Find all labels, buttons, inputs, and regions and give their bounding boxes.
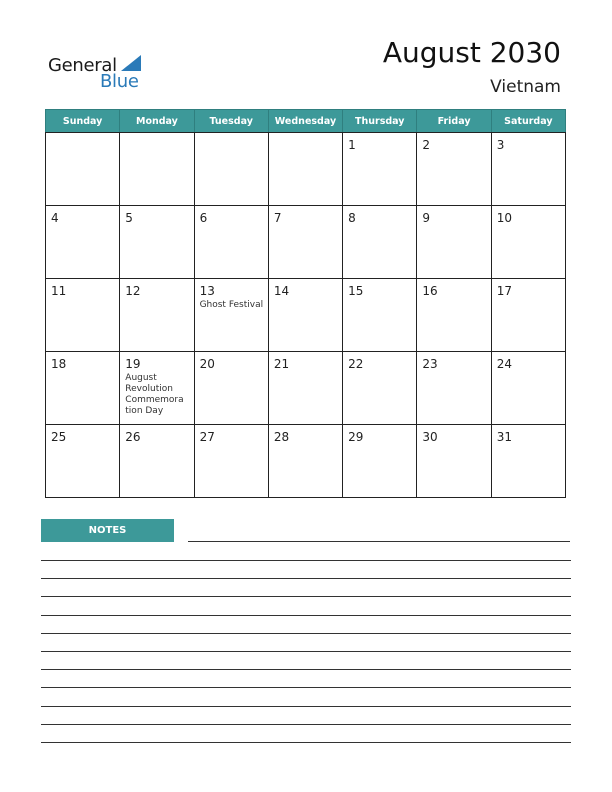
day-number: 23 <box>422 357 438 371</box>
day-number: 20 <box>199 357 215 371</box>
day-number: 9 <box>422 211 431 225</box>
holiday-event: Ghost Festival <box>199 300 264 310</box>
day-cell <box>194 133 268 206</box>
day-cell <box>46 133 120 206</box>
week-row <box>46 206 566 279</box>
day-number: 14 <box>273 284 290 298</box>
day-number: 24 <box>496 357 512 371</box>
holiday-event: August Revolution Commemora tion Day <box>125 373 184 416</box>
notes-line <box>41 669 571 670</box>
day-number: 22 <box>348 357 364 371</box>
weekday-thursday: Thursday <box>343 110 417 133</box>
notes-line <box>41 596 571 597</box>
notes-line <box>41 633 571 634</box>
day-number: 3 <box>496 138 505 152</box>
day-cell <box>417 133 491 206</box>
day-number: 18 <box>51 357 67 371</box>
day-number: 31 <box>496 430 512 444</box>
day-number: 8 <box>348 211 356 225</box>
country-name: Vietnam <box>490 77 561 97</box>
day-cell <box>343 352 417 425</box>
notes-line <box>41 706 571 707</box>
notes-line <box>41 742 571 743</box>
day-number: 16 <box>422 284 438 298</box>
day-cell <box>120 206 194 279</box>
day-cell <box>194 425 268 498</box>
day-cell <box>46 352 120 425</box>
day-number: 4 <box>51 211 59 225</box>
generalblue-logo <box>48 52 148 92</box>
day-number: 12 <box>125 284 141 298</box>
weekday-friday: Friday <box>417 110 491 133</box>
day-number: 5 <box>125 211 133 225</box>
day-number: 26 <box>125 430 141 444</box>
day-number: 30 <box>422 430 438 444</box>
day-cell <box>343 206 417 279</box>
day-cell <box>491 352 565 425</box>
weekday-tuesday: Tuesday <box>194 110 268 133</box>
day-number: 1 <box>348 138 356 152</box>
day-cell <box>417 425 491 498</box>
day-number: 7 <box>273 211 282 225</box>
day-cell <box>268 425 342 498</box>
day-cell <box>46 425 120 498</box>
notes-line <box>41 651 571 652</box>
month-title: August 2030 <box>382 36 561 69</box>
day-cell <box>194 279 268 352</box>
day-number: 27 <box>199 430 215 444</box>
day-cell <box>120 133 194 206</box>
day-cell <box>417 352 491 425</box>
notes-line <box>41 687 571 688</box>
logo-text-general: General <box>48 55 117 76</box>
day-cell <box>491 279 565 352</box>
day-number: 10 <box>496 211 512 225</box>
day-cell <box>268 279 342 352</box>
notes-line <box>41 578 571 579</box>
day-number: 15 <box>348 284 364 298</box>
weekday-header-row <box>46 110 566 133</box>
weekday-sunday: Sunday <box>46 110 120 133</box>
day-cell <box>194 352 268 425</box>
day-number: 13 <box>199 284 215 298</box>
logo-triangle-icon <box>121 55 141 71</box>
day-cell <box>268 206 342 279</box>
week-row <box>46 133 566 206</box>
day-cell <box>417 279 491 352</box>
weekday-wednesday: Wednesday <box>268 110 342 133</box>
day-number: 19 <box>125 357 141 371</box>
week-row <box>46 425 566 498</box>
day-cell <box>120 352 194 425</box>
day-cell <box>491 425 565 498</box>
day-cell <box>343 279 417 352</box>
day-number: 21 <box>273 357 290 371</box>
logo-text-blue: Blue <box>100 71 139 92</box>
day-cell <box>46 279 120 352</box>
day-cell <box>417 206 491 279</box>
day-cell <box>343 425 417 498</box>
day-cell <box>268 133 342 206</box>
day-number: 29 <box>348 430 364 444</box>
day-number: 28 <box>273 430 290 444</box>
notes-line <box>41 615 571 616</box>
day-cell <box>343 133 417 206</box>
day-number: 2 <box>422 138 431 152</box>
day-cell <box>120 425 194 498</box>
day-cell <box>491 206 565 279</box>
day-number: 17 <box>496 284 512 298</box>
day-cell <box>268 352 342 425</box>
notes-label: NOTES <box>41 519 174 542</box>
day-cell <box>491 133 565 206</box>
weekday-saturday: Saturday <box>491 110 565 133</box>
weekday-monday: Monday <box>120 110 194 133</box>
day-cell <box>194 206 268 279</box>
day-number: 11 <box>51 284 67 298</box>
day-number: 25 <box>51 430 67 444</box>
week-row <box>46 279 566 352</box>
day-cell <box>120 279 194 352</box>
notes-line <box>41 724 571 725</box>
week-row <box>46 352 566 425</box>
day-cell <box>46 206 120 279</box>
calendar-grid <box>45 109 566 498</box>
day-number: 6 <box>199 211 208 225</box>
notes-line <box>41 560 571 561</box>
notes-line <box>188 541 570 542</box>
